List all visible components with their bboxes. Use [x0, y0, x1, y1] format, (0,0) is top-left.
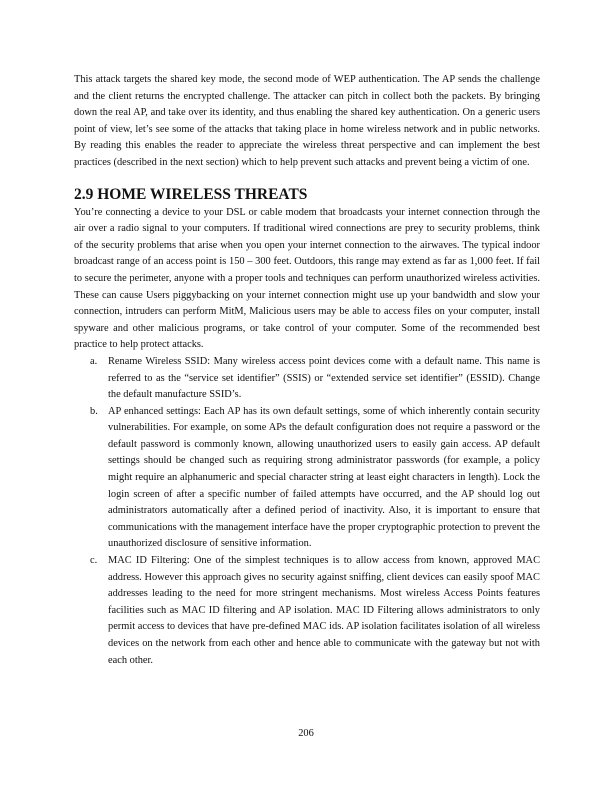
list-item-text: MAC ID Filtering: One of the simplest techniques is to allow access from known, approved MAC address. However this approach gives no security against sniffing, client devices can easily spoof MAC addresses leading to the need for more stringent mechanisms. Most wireless Access Points features facilities such as MAC ID filtering and AP isolation. MAC ID Filtering allows administrators to only permit access to devices that have pre-defined MAC ids. AP isolation facilitates isolation of all wireless devices on the network from each other and hence able to communicate with the gateway but not with each other. [108, 555, 540, 666]
recommendation-list [74, 354, 540, 669]
list-item [74, 553, 540, 669]
list-item [74, 404, 540, 553]
list-marker: b. [90, 405, 98, 417]
list-item [74, 354, 540, 404]
section-heading: 2.9 HOME WIRELESS THREATS [74, 185, 308, 203]
list-item-text: AP enhanced settings: Each AP has its own default settings, some of which inherently contain security vulnerabilities. For example, on some APs the default configuration does not require a password or the default password is commonly known, allowing unauthorized users to easily gain access. AP default settings should be changed such as requiring strong administrator passwords (for example, a policy might require an alphanumeric and special character string at least eight characters in length). Lock the login screen of after a specific number of failed attempts have occurred, and the AP should log out administrators automatically after a defined period of inactivity. Also, it is important to ensure that communications with the management interface have the proper cryptographic protection to prevent the unauthorized disclosure of sensitive information. [108, 405, 540, 550]
list-item-text: Rename Wireless SSID: Many wireless access point devices come with a default name. This name is referred to as the “service set identifier” (SSIS) or “extended service set identifier” (ESSID). Change the default manufacture SSID’s. [108, 355, 540, 401]
list-marker: a. [90, 355, 98, 367]
list-marker: c. [90, 555, 98, 567]
page-number: 206 [298, 728, 314, 739]
section-paragraph: You’re connecting a device to your DSL or cable modem that broadcasts your internet connection through the air over a radio signal to your computers. If traditional wired connections are prey to security problems, think of the security problems that arise when you open your internet connection to the airwaves. The typical indoor broadcast range of an access point is 150 – 300 feet. Outdoors, this range may extend as far as 1,000 feet. If fail to secure the perimeter, anyone with a proper tools and techniques can perform unauthorized wireless activities. These can cause Users piggybacking on your internet connection might use up your bandwidth and slow your connection, intruders can perform MitM, Malicious users may be able to access files on your computer, install spyware and other malicious programs, or take control of your computer. Some of the recommended best practice to help protect attacks. [74, 206, 540, 351]
page-content [74, 72, 540, 669]
intro-paragraph: This attack targets the shared key mode, the second mode of WEP authentication. The AP sends the challenge and the client returns the encrypted challenge. The attacker can pitch in collect both the packets. By bringing down the real AP, and take over its identity, and thus enabling the shared key authentication. On a generic users point of view, let’s see some of the attacks that taking place in home wireless network and in public networks. By reading this enables the reader to appreciate the wireless threat perspective and can implement the best practices (described in the next section) which to help prevent such attacks and prevent being a victim of one. [74, 74, 540, 168]
